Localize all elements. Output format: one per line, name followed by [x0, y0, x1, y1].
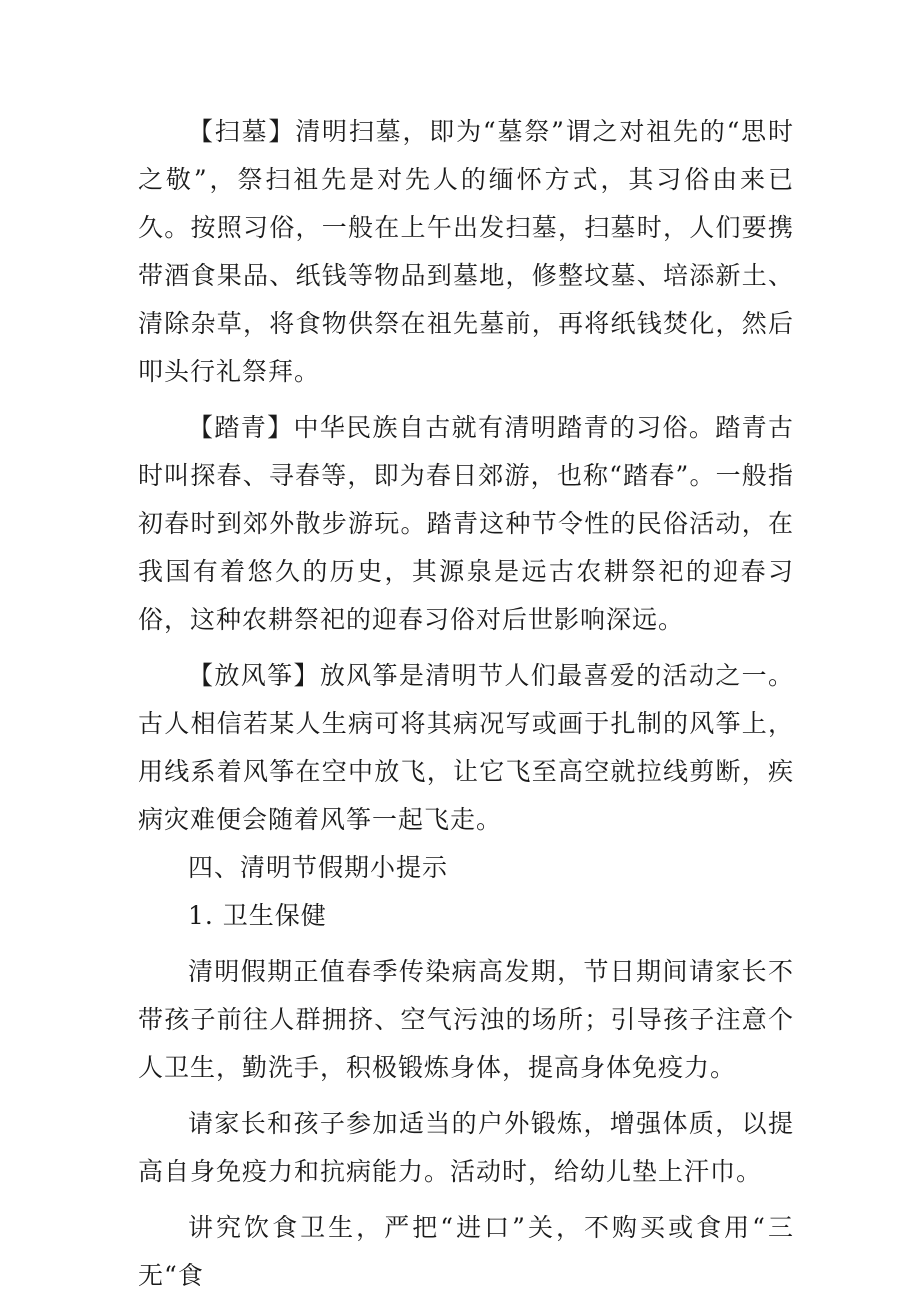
subheading-hygiene: 1. 卫生保健	[188, 901, 327, 930]
section-heading: 四、清明节假期小提示	[188, 853, 449, 882]
paragraph-tip-2: 请家长和孩子参加适当的户外锻炼，增强体质，以提高自身免疫力和抗病能力。活动时，给幼儿垫上汗巾。	[138, 1109, 794, 1186]
document-page	[138, 108, 794, 1300]
paragraph-tip-3: 讲究饮食卫生，严把“进口”关，不购买或食用“三无“食	[138, 1213, 794, 1290]
paragraph-tip-1: 清明假期正值春季传染病高发期，节日期间请家长不带孩子前往人群拥挤、空气污浊的场所；引导孩子注意个人卫生，勤洗手，积极锻炼身体，提高身体免疫力。	[138, 957, 794, 1082]
paragraph-fengzheng: 【放风筝】放风筝是清明节人们最喜爱的活动之一。古人相信若某人生病可将其病况写或画于扎制的风筝上，用线系着风筝在空中放飞，让它飞至高空就拉线剪断，疾病灾难便会随着风筝一起飞走。	[138, 661, 794, 834]
paragraph-taqing: 【踏青】中华民族自古就有清明踏青的习俗。踏青古时叫探春、寻春等，即为春日郊游，也称“踏春”。一般指初春时到郊外散步游玩。踏青这种节令性的民俗活动，在我国有着悠久的历史，其源泉是远古农耕祭祀的迎春习俗，这种农耕祭祀的迎春习俗对后世影响深远。	[138, 413, 794, 634]
paragraph-saomu: 【扫墓】清明扫墓，即为“墓祭”谓之对祖先的“思时之敬”，祭扫祖先是对先人的缅怀方式，其习俗由来已久。按照习俗，一般在上午出发扫墓，扫墓时，人们要携带酒食果品、纸钱等物品到墓地，修整坟墓、培添新土、清除杂草，将食物供祭在祖先墓前，再将纸钱焚化，然后叩头行礼祭拜。	[138, 117, 794, 386]
